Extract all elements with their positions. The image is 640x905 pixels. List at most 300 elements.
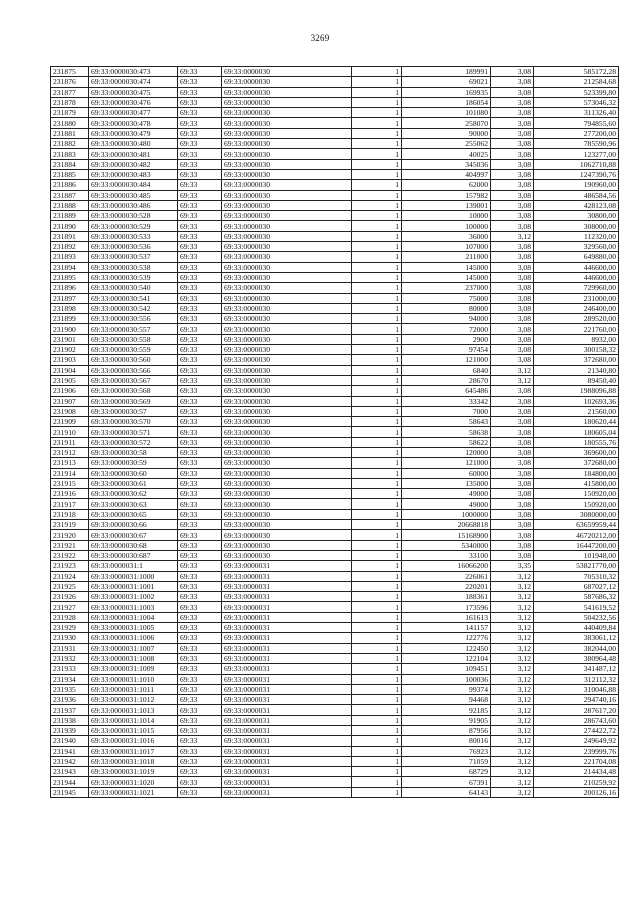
cadastral-value-cell: 8932,00 [534, 334, 619, 344]
rate-cell: 3,08 [491, 447, 534, 457]
district-code-cell: 69:33 [178, 375, 222, 385]
cadastral-value-cell: 212584,68 [534, 77, 619, 87]
district-code-cell: 69:33 [178, 643, 222, 653]
cadastral-number-cell: 69:33:0000031:1010 [89, 674, 178, 684]
count-cell: 1 [352, 787, 402, 797]
table-row [51, 468, 619, 478]
count-cell: 1 [352, 417, 402, 427]
row-id-cell: 231894 [51, 262, 89, 272]
table-row [51, 159, 619, 169]
cadastral-value-cell: 21560,00 [534, 406, 619, 416]
district-code-cell: 69:33 [178, 396, 222, 406]
cadastral-number-cell: 69:33:0000030:483 [89, 169, 178, 179]
rate-cell: 3,12 [491, 231, 534, 241]
district-code-cell: 69:33 [178, 169, 222, 179]
table-row [51, 489, 619, 499]
cadastral-number-cell: 69:33:0000030:542 [89, 303, 178, 313]
area-cell: 69021 [402, 77, 491, 87]
count-cell: 1 [352, 180, 402, 190]
rate-cell: 3,08 [491, 108, 534, 118]
cadastral-number-cell: 69:33:0000030:482 [89, 159, 178, 169]
rate-cell: 3,08 [491, 221, 534, 231]
district-code-cell: 69:33 [178, 190, 222, 200]
rate-cell: 3,12 [491, 581, 534, 591]
rate-cell: 3,08 [491, 118, 534, 128]
count-cell: 1 [352, 468, 402, 478]
area-cell: 121000 [402, 458, 491, 468]
cadastral-value-cell: 541619,52 [534, 602, 619, 612]
row-id-cell: 231918 [51, 509, 89, 519]
cadastral-number-cell: 69:33:0000031:1009 [89, 664, 178, 674]
district-code-cell: 69:33 [178, 623, 222, 633]
cadastral-number-cell: 69:33:0000030:63 [89, 499, 178, 509]
district-code-cell: 69:33 [178, 746, 222, 756]
row-id-cell: 231875 [51, 67, 89, 77]
cadastral-number-cell: 69:33:0000031:1020 [89, 777, 178, 787]
row-id-cell: 231900 [51, 324, 89, 334]
cadastral-value-cell: 221760,00 [534, 324, 619, 334]
cadastral-quarter-cell: 69:33:0000030 [222, 520, 352, 530]
cadastral-number-cell: 69:33:0000031:1 [89, 561, 178, 571]
rate-cell: 3,08 [491, 345, 534, 355]
district-code-cell: 69:33 [178, 767, 222, 777]
cadastral-quarter-cell: 69:33:0000030 [222, 540, 352, 550]
area-cell: 120000 [402, 447, 491, 457]
cadastral-number-cell: 69:33:0000030:560 [89, 355, 178, 365]
district-code-cell: 69:33 [178, 97, 222, 107]
rate-cell: 3,08 [491, 149, 534, 159]
cadastral-number-cell: 69:33:0000031:1002 [89, 592, 178, 602]
cadastral-value-cell: 587686,32 [534, 592, 619, 602]
rate-cell: 3,08 [491, 252, 534, 262]
rate-cell: 3,08 [491, 509, 534, 519]
area-cell: 109451 [402, 664, 491, 674]
count-cell: 1 [352, 550, 402, 560]
cadastral-value-cell: 277200,00 [534, 128, 619, 138]
table-row [51, 345, 619, 355]
row-id-cell: 231901 [51, 334, 89, 344]
count-cell: 1 [352, 97, 402, 107]
table-row [51, 653, 619, 663]
cadastral-quarter-cell: 69:33:0000030 [222, 118, 352, 128]
district-code-cell: 69:33 [178, 386, 222, 396]
cadastral-quarter-cell: 69:33:0000030 [222, 108, 352, 118]
count-cell: 1 [352, 571, 402, 581]
district-code-cell: 69:33 [178, 509, 222, 519]
area-cell: 15168900 [402, 530, 491, 540]
area-cell: 33342 [402, 396, 491, 406]
row-id-cell: 231883 [51, 149, 89, 159]
district-code-cell: 69:33 [178, 458, 222, 468]
row-id-cell: 231895 [51, 272, 89, 282]
rate-cell: 3,08 [491, 520, 534, 530]
district-code-cell: 69:33 [178, 118, 222, 128]
district-code-cell: 69:33 [178, 345, 222, 355]
cadastral-quarter-cell: 69:33:0000030 [222, 200, 352, 210]
row-id-cell: 231907 [51, 396, 89, 406]
row-id-cell: 231911 [51, 437, 89, 447]
cadastral-quarter-cell: 69:33:0000031 [222, 756, 352, 766]
area-cell: 10000 [402, 211, 491, 221]
row-id-cell: 231904 [51, 365, 89, 375]
count-cell: 1 [352, 118, 402, 128]
table-row [51, 252, 619, 262]
cadastral-number-cell: 69:33:0000031:1007 [89, 643, 178, 653]
count-cell: 1 [352, 581, 402, 591]
cadastral-value-cell: 89450,40 [534, 375, 619, 385]
row-id-cell: 231916 [51, 489, 89, 499]
count-cell: 1 [352, 200, 402, 210]
cadastral-number-cell: 69:33:0000030:566 [89, 365, 178, 375]
cadastral-quarter-cell: 69:33:0000030 [222, 180, 352, 190]
table-row [51, 272, 619, 282]
district-code-cell: 69:33 [178, 200, 222, 210]
row-id-cell: 231899 [51, 314, 89, 324]
row-id-cell: 231912 [51, 447, 89, 457]
district-code-cell: 69:33 [178, 128, 222, 138]
cadastral-quarter-cell: 69:33:0000030 [222, 489, 352, 499]
cadastral-quarter-cell: 69:33:0000030 [222, 272, 352, 282]
district-code-cell: 69:33 [178, 252, 222, 262]
cadastral-number-cell: 69:33:0000030:536 [89, 242, 178, 252]
area-cell: 1000000 [402, 509, 491, 519]
row-id-cell: 231902 [51, 345, 89, 355]
district-code-cell: 69:33 [178, 324, 222, 334]
cadastral-number-cell: 69:33:0000030:68 [89, 540, 178, 550]
area-cell: 76923 [402, 746, 491, 756]
area-cell: 90000 [402, 128, 491, 138]
cadastral-quarter-cell: 69:33:0000030 [222, 67, 352, 77]
table-row [51, 602, 619, 612]
district-code-cell: 69:33 [178, 561, 222, 571]
cadastral-quarter-cell: 69:33:0000031 [222, 715, 352, 725]
rate-cell: 3,12 [491, 623, 534, 633]
table-row [51, 293, 619, 303]
table-row [51, 118, 619, 128]
table-row [51, 87, 619, 97]
count-cell: 1 [352, 623, 402, 633]
district-code-cell: 69:33 [178, 365, 222, 375]
cadastral-number-cell: 69:33:0000030:475 [89, 87, 178, 97]
count-cell: 1 [352, 561, 402, 571]
area-cell: 36000 [402, 231, 491, 241]
count-cell: 1 [352, 726, 402, 736]
cadastral-number-cell: 69:33:0000030:67 [89, 530, 178, 540]
row-id-cell: 231938 [51, 715, 89, 725]
table-row [51, 314, 619, 324]
cadastral-value-cell: 312112,32 [534, 674, 619, 684]
rate-cell: 3,08 [491, 159, 534, 169]
cadastral-value-cell: 310046,88 [534, 684, 619, 694]
cadastral-quarter-cell: 69:33:0000031 [222, 623, 352, 633]
cadastral-value-cell: 504232,56 [534, 612, 619, 622]
area-cell: 67391 [402, 777, 491, 787]
area-cell: 255062 [402, 139, 491, 149]
cadastral-quarter-cell: 69:33:0000031 [222, 571, 352, 581]
rate-cell: 3,12 [491, 695, 534, 705]
table-row [51, 550, 619, 560]
table-row [51, 447, 619, 457]
cadastral-number-cell: 69:33:0000031:1018 [89, 756, 178, 766]
table-row [51, 787, 619, 797]
rate-cell: 3,08 [491, 262, 534, 272]
rate-cell: 3,08 [491, 324, 534, 334]
rate-cell: 3,12 [491, 777, 534, 787]
rate-cell: 3,08 [491, 272, 534, 282]
row-id-cell: 231932 [51, 653, 89, 663]
rate-cell: 3,08 [491, 386, 534, 396]
cadastral-quarter-cell: 69:33:0000030 [222, 190, 352, 200]
rate-cell: 3,08 [491, 180, 534, 190]
table-row [51, 695, 619, 705]
cadastral-number-cell: 69:33:0000031:1014 [89, 715, 178, 725]
cadastral-number-cell: 69:33:0000030:60 [89, 468, 178, 478]
table-row [51, 355, 619, 365]
area-cell: 97454 [402, 345, 491, 355]
area-cell: 107000 [402, 242, 491, 252]
cadastral-value-cell: 446600,00 [534, 262, 619, 272]
rate-cell: 3,12 [491, 746, 534, 756]
count-cell: 1 [352, 190, 402, 200]
rate-cell: 3,08 [491, 489, 534, 499]
district-code-cell: 69:33 [178, 242, 222, 252]
cadastral-number-cell: 69:33:0000030:66 [89, 520, 178, 530]
area-cell: 2900 [402, 334, 491, 344]
cadastral-quarter-cell: 69:33:0000030 [222, 293, 352, 303]
cadastral-number-cell: 69:33:0000030:484 [89, 180, 178, 190]
table-row [51, 478, 619, 488]
table-row [51, 283, 619, 293]
count-cell: 1 [352, 695, 402, 705]
district-code-cell: 69:33 [178, 664, 222, 674]
cadastral-number-cell: 69:33:0000031:1000 [89, 571, 178, 581]
district-code-cell: 69:33 [178, 705, 222, 715]
row-id-cell: 231903 [51, 355, 89, 365]
table-row [51, 231, 619, 241]
area-cell: 99374 [402, 684, 491, 694]
rate-cell: 3,12 [491, 736, 534, 746]
district-code-cell: 69:33 [178, 674, 222, 684]
rate-cell: 3,08 [491, 540, 534, 550]
cadastral-value-cell: 440409,84 [534, 623, 619, 633]
cadastral-number-cell: 69:33:0000030:476 [89, 97, 178, 107]
cadastral-number-cell: 69:33:0000030:528 [89, 211, 178, 221]
district-code-cell: 69:33 [178, 612, 222, 622]
cadastral-quarter-cell: 69:33:0000031 [222, 653, 352, 663]
cadastral-quarter-cell: 69:33:0000031 [222, 602, 352, 612]
district-code-cell: 69:33 [178, 633, 222, 643]
row-id-cell: 231891 [51, 231, 89, 241]
district-code-cell: 69:33 [178, 715, 222, 725]
table-row [51, 664, 619, 674]
cadastral-value-cell: 63659959,44 [534, 520, 619, 530]
row-id-cell: 231934 [51, 674, 89, 684]
cadastral-number-cell: 69:33:0000030:478 [89, 118, 178, 128]
cadastral-value-cell: 446600,00 [534, 272, 619, 282]
row-id-cell: 231944 [51, 777, 89, 787]
table-row [51, 417, 619, 427]
table-row [51, 211, 619, 221]
rate-cell: 3,08 [491, 468, 534, 478]
rate-cell: 3,08 [491, 406, 534, 416]
row-id-cell: 231896 [51, 283, 89, 293]
count-cell: 1 [352, 108, 402, 118]
cadastral-quarter-cell: 69:33:0000030 [222, 128, 352, 138]
row-id-cell: 231940 [51, 736, 89, 746]
row-id-cell: 231898 [51, 303, 89, 313]
area-cell: 189991 [402, 67, 491, 77]
count-cell: 1 [352, 736, 402, 746]
rate-cell: 3,08 [491, 190, 534, 200]
row-id-cell: 231877 [51, 87, 89, 97]
rate-cell: 3,12 [491, 787, 534, 797]
row-id-cell: 231882 [51, 139, 89, 149]
rate-cell: 3,12 [491, 674, 534, 684]
cadastral-quarter-cell: 69:33:0000031 [222, 746, 352, 756]
count-cell: 1 [352, 221, 402, 231]
cadastral-quarter-cell: 69:33:0000030 [222, 396, 352, 406]
cadastral-value-cell: 1247390,76 [534, 169, 619, 179]
cadastral-number-cell: 69:33:0000030:537 [89, 252, 178, 262]
rate-cell: 3,12 [491, 684, 534, 694]
table-row [51, 200, 619, 210]
rate-cell: 3,08 [491, 87, 534, 97]
row-id-cell: 231905 [51, 375, 89, 385]
area-cell: 157982 [402, 190, 491, 200]
district-code-cell: 69:33 [178, 149, 222, 159]
cadastral-value-cell: 214434,48 [534, 767, 619, 777]
cadastral-value-cell: 21340,80 [534, 365, 619, 375]
cadastral-number-cell: 69:33:0000030:556 [89, 314, 178, 324]
district-code-cell: 69:33 [178, 684, 222, 694]
row-id-cell: 231920 [51, 530, 89, 540]
cadastral-number-cell: 69:33:0000030:529 [89, 221, 178, 231]
cadastral-number-cell: 69:33:0000031:1003 [89, 602, 178, 612]
table-row [51, 499, 619, 509]
cadastral-quarter-cell: 69:33:0000031 [222, 561, 352, 571]
cadastral-number-cell: 69:33:0000030:571 [89, 427, 178, 437]
cadastral-quarter-cell: 69:33:0000030 [222, 97, 352, 107]
cadastral-value-cell: 415800,00 [534, 478, 619, 488]
area-cell: 101080 [402, 108, 491, 118]
cadastral-number-cell: 69:33:0000030:57 [89, 406, 178, 416]
district-code-cell: 69:33 [178, 520, 222, 530]
cadastral-value-cell: 1988096,88 [534, 386, 619, 396]
row-id-cell: 231915 [51, 478, 89, 488]
cadastral-number-cell: 69:33:0000031:1005 [89, 623, 178, 633]
table-row [51, 406, 619, 416]
table-row [51, 149, 619, 159]
rate-cell: 3,12 [491, 633, 534, 643]
cadastral-quarter-cell: 69:33:0000030 [222, 458, 352, 468]
row-id-cell: 231927 [51, 602, 89, 612]
rate-cell: 3,08 [491, 97, 534, 107]
cadastral-value-cell: 239999,76 [534, 746, 619, 756]
area-cell: 58622 [402, 437, 491, 447]
table-row [51, 633, 619, 643]
table-row [51, 396, 619, 406]
cadastral-value-cell: 102693,36 [534, 396, 619, 406]
cadastral-value-cell: 246400,00 [534, 303, 619, 313]
district-code-cell: 69:33 [178, 334, 222, 344]
cadastral-quarter-cell: 69:33:0000031 [222, 643, 352, 653]
cadastral-number-cell: 69:33:0000031:1017 [89, 746, 178, 756]
cadastral-quarter-cell: 69:33:0000031 [222, 777, 352, 787]
row-id-cell: 231936 [51, 695, 89, 705]
row-id-cell: 231888 [51, 200, 89, 210]
district-code-cell: 69:33 [178, 262, 222, 272]
cadastral-number-cell: 69:33:0000031:1004 [89, 612, 178, 622]
table-row [51, 756, 619, 766]
cadastral-quarter-cell: 69:33:0000030 [222, 252, 352, 262]
row-id-cell: 231926 [51, 592, 89, 602]
count-cell: 1 [352, 592, 402, 602]
table-row [51, 684, 619, 694]
rate-cell: 3,12 [491, 375, 534, 385]
cadastral-value-cell: 369600,00 [534, 447, 619, 457]
cadastral-quarter-cell: 69:33:0000030 [222, 365, 352, 375]
count-cell: 1 [352, 67, 402, 77]
district-code-cell: 69:33 [178, 293, 222, 303]
rate-cell: 3,12 [491, 643, 534, 653]
count-cell: 1 [352, 211, 402, 221]
area-cell: 16066200 [402, 561, 491, 571]
count-cell: 1 [352, 612, 402, 622]
cadastral-number-cell: 69:33:0000030:486 [89, 200, 178, 210]
count-cell: 1 [352, 437, 402, 447]
cadastral-value-cell: 523399,80 [534, 87, 619, 97]
cadastral-quarter-cell: 69:33:0000031 [222, 684, 352, 694]
cadastral-value-cell: 249649,92 [534, 736, 619, 746]
district-code-cell: 69:33 [178, 499, 222, 509]
cadastral-number-cell: 69:33:0000030:59 [89, 458, 178, 468]
count-cell: 1 [352, 252, 402, 262]
rate-cell: 3,08 [491, 355, 534, 365]
area-cell: 64143 [402, 787, 491, 797]
rate-cell: 3,08 [491, 242, 534, 252]
cadastral-quarter-cell: 69:33:0000030 [222, 530, 352, 540]
district-code-cell: 69:33 [178, 540, 222, 550]
cadastral-quarter-cell: 69:33:0000031 [222, 787, 352, 797]
cadastral-quarter-cell: 69:33:0000031 [222, 592, 352, 602]
cadastral-value-cell: 180620,44 [534, 417, 619, 427]
cadastral-value-cell: 300158,32 [534, 345, 619, 355]
rate-cell: 3,08 [491, 200, 534, 210]
table-row [51, 324, 619, 334]
row-id-cell: 231928 [51, 612, 89, 622]
row-id-cell: 231922 [51, 550, 89, 560]
district-code-cell: 69:33 [178, 231, 222, 241]
table-row [51, 705, 619, 715]
rate-cell: 3,08 [491, 499, 534, 509]
area-cell: 169935 [402, 87, 491, 97]
table-row [51, 726, 619, 736]
count-cell: 1 [352, 674, 402, 684]
row-id-cell: 231897 [51, 293, 89, 303]
area-cell: 122104 [402, 653, 491, 663]
cadastral-value-cell: 123277,00 [534, 149, 619, 159]
cadastral-number-cell: 69:33:0000030:541 [89, 293, 178, 303]
cadastral-number-cell: 69:33:0000030:533 [89, 231, 178, 241]
rate-cell: 3,08 [491, 437, 534, 447]
cadastral-value-cell: 294740,16 [534, 695, 619, 705]
cadastral-value-cell: 1062710,88 [534, 159, 619, 169]
row-id-cell: 231937 [51, 705, 89, 715]
cadastral-number-cell: 69:33:0000031:1011 [89, 684, 178, 694]
area-cell: 7000 [402, 406, 491, 416]
area-cell: 62000 [402, 180, 491, 190]
table-row [51, 777, 619, 787]
